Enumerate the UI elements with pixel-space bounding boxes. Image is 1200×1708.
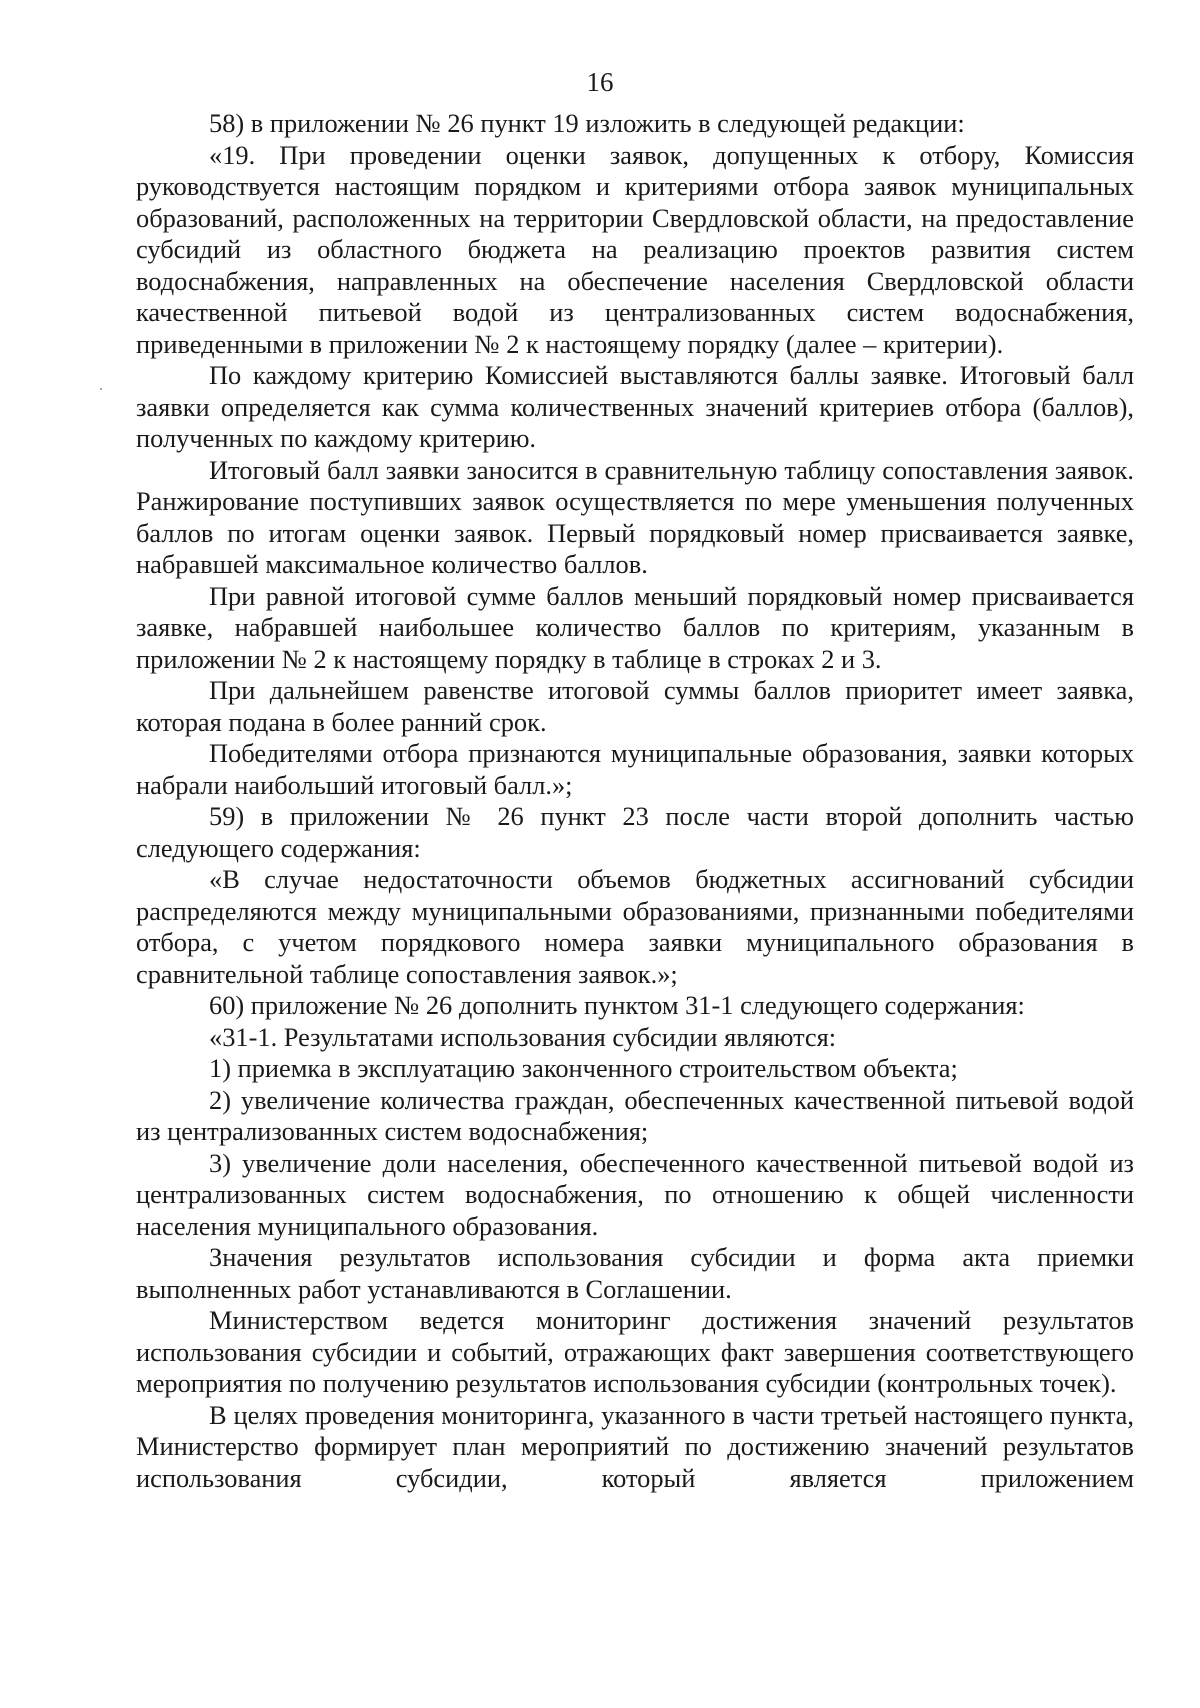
paragraph-result-2: 2) увеличение количества граждан, обеспеченных качественной питьевой водой из централизованных систем водоснабжения; [136, 1084, 1134, 1146]
paragraph-result-values: Значения результатов использования субсидии и форма акта приемки выполненных работ устанавливаются в Соглашении. [136, 1242, 1134, 1304]
paragraph-result-3: 3) увеличение доли населения, обеспеченного качественной питьевой водой из централизованных систем водоснабжения, по отношению к общей численности населения муниципального образования. [136, 1147, 1134, 1241]
paragraph-monitoring-plan: В целях проведения мониторинга, указанного в части третьей настоящего пункта, Министерство формирует план мероприятий по достижению значений результатов использования субсидии, который является приложением [136, 1399, 1134, 1493]
paragraph-item-59: 59) в приложении № 26 пункт 23 после части второй дополнить частью следующего содержания: [136, 801, 1134, 863]
paragraph-item-60: 60) приложение № 26 дополнить пунктом 31-1 следующего содержания: [209, 990, 1025, 1020]
paragraph-winners: Победителями отбора признаются муниципальные образования, заявки которых набрали наибольший итоговый балл.»; [136, 738, 1134, 800]
document-body [136, 108, 1134, 1494]
scan-speck [100, 388, 102, 390]
paragraph-clause-19: «19. При проведении оценки заявок, допущенных к отбору, Комиссия руководствуется настоящим порядком и критериями отбора заявок муниципальных образований, расположенных на территории Свердловской области, на предоставление субсидий из областного бюджета на реализацию проектов развития систем водоснабжения, направленных на обеспечение населения Свердловской области качественной питьевой водой из централизованных систем водоснабжения, приведенными в приложении № 2 к настоящему порядку (далее – критерии). [136, 139, 1134, 359]
paragraph-priority: При дальнейшем равенстве итоговой суммы баллов приоритет имеет заявка, которая подана в более ранний срок. [136, 675, 1134, 737]
paragraph-scoring: По каждому критерию Комиссией выставляются баллы заявке. Итоговый балл заявки определяется как сумма количественных значений критериев отбора (баллов), полученных по каждому критерию. [136, 360, 1134, 453]
paragraph-insufficiency: «В случае недостаточности объемов бюджетных ассигнований субсидии распределяются между муниципальными образованиями, признанными победителями отбора, с учетом порядкового номера заявки муниципального образования в сравнительной таблице сопоставления заявок.»; [136, 864, 1134, 989]
paragraph-ranking: Итоговый балл заявки заносится в сравнительную таблицу сопоставления заявок. Ранжирование поступивших заявок осуществляется по мере уменьшения полученных баллов по итогам оценки заявок. Первый порядковый номер присваивается заявке, набравшей максимальное количество баллов. [136, 454, 1134, 579]
paragraph-clause-31-1: «31-1. Результатами использования субсидии являются: [209, 1021, 837, 1052]
paragraph-item-58: 58) в приложении № 26 пункт 19 изложить в следующей редакции: [209, 108, 965, 138]
paragraph-monitoring: Министерством ведется мониторинг достижения значений результатов использования субсидии и событий, отражающих факт завершения соответствующего мероприятия по получению результатов использования субсидии (контрольных точек). [136, 1305, 1134, 1398]
page-number: 16 [586, 67, 614, 97]
paragraph-result-1: 1) приемка в эксплуатацию законченного строительством объекта; [209, 1053, 958, 1083]
paragraph-equal-score: При равной итоговой сумме баллов меньший порядковый номер присваивается заявке, набравшей наибольшее количество баллов по критериям, указанным в приложении № 2 к настоящему порядку в таблице в строках 2 и 3. [136, 580, 1134, 674]
